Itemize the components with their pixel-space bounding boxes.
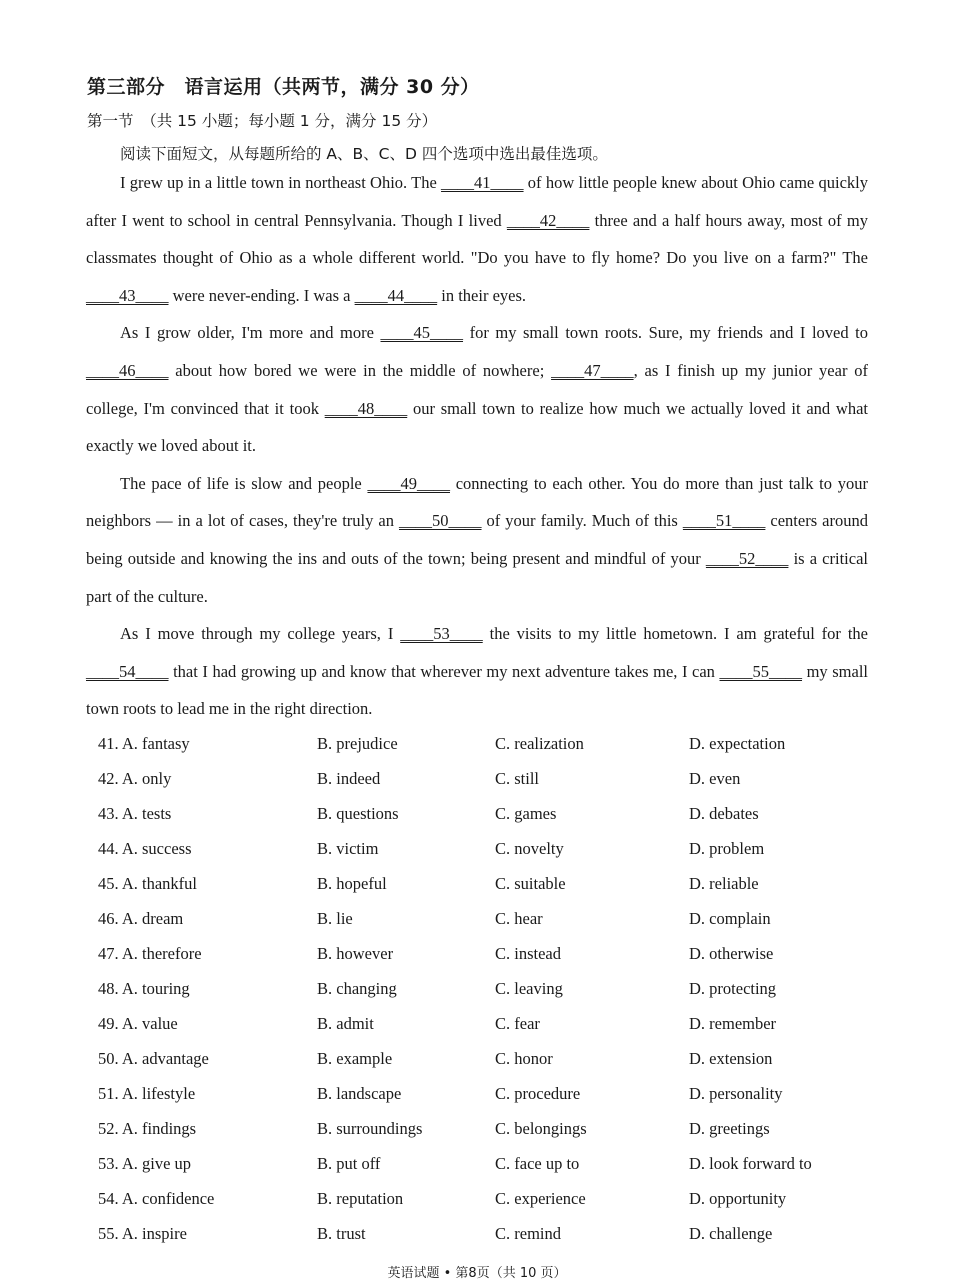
option-c: C. hear — [495, 909, 543, 928]
question-43-options — [98, 798, 898, 833]
question-45-options — [98, 868, 898, 903]
blank-51: ____51____ — [682, 511, 766, 531]
option-b: B. example — [317, 1049, 393, 1068]
option-a: 50. A. advantage — [98, 1049, 209, 1068]
option-a: 45. A. thankful — [98, 874, 197, 893]
option-d: D. remember — [689, 1014, 777, 1033]
option-b: B. prejudice — [317, 734, 398, 753]
option-b: B. reputation — [317, 1189, 404, 1208]
option-c: C. face up to — [495, 1154, 580, 1173]
option-b: B. put off — [317, 1154, 381, 1173]
blank-52: ____52____ — [705, 548, 789, 568]
option-b: B. however — [317, 944, 394, 963]
paragraph-2: As I grow older, I'm more and more ____45____ for my small town roots. Sure, my friends and I loved to ____46____ about how bored we were in the middle of nowhere; ____47____, as I finish up my junior year of college, I'm convinced that it took ____48____ our small town to realize how much we actually loved it and what exactly we loved about it. — [86, 323, 868, 456]
option-a: 41. A. fantasy — [98, 734, 190, 753]
option-a: 55. A. inspire — [98, 1224, 187, 1243]
answer-options — [98, 728, 898, 1253]
paragraph-3: The pace of life is slow and people ____49____ connecting to each other. You do more than just talk to your neighbors — in a lot of cases, they're truly an ____50____ of your family. Much of this ____51____ centers around being outside and knowing the ins and outs of the town; being present and mindful of your ____52____ is a critical part of the culture. — [86, 473, 868, 606]
question-47-options — [98, 938, 898, 973]
blank-47: ____47____ — [551, 360, 634, 380]
option-c: C. novelty — [495, 839, 564, 858]
paragraph-1: I grew up in a little town in northeast Ohio. The ____41____ of how little people knew about Ohio came quickly after I went to school in central Pennsylvania. Though I lived ____42____ three and a half hours away, most of my classmates thought of Ohio as a whole different world. "Do you have to fly home? Do you live on a farm?" The ____43____ were never-ending. I was a ____44____ in their eyes. — [86, 173, 868, 305]
blank-44: ____44____ — [354, 285, 438, 305]
option-b: B. changing — [317, 979, 397, 998]
question-52-options — [98, 1113, 898, 1148]
option-b: B. trust — [317, 1224, 366, 1243]
option-a: 42. A. only — [98, 769, 172, 788]
option-d: D. challenge — [689, 1224, 773, 1243]
cloze-passage — [86, 164, 868, 728]
option-c: C. procedure — [495, 1084, 581, 1103]
option-b: B. admit — [317, 1014, 374, 1033]
blank-54: ____54____ — [86, 661, 169, 681]
question-54-options — [98, 1183, 898, 1218]
blank-42: ____42____ — [506, 210, 590, 230]
option-a: 48. A. touring — [98, 979, 190, 998]
option-d: D. otherwise — [689, 944, 774, 963]
page-footer: 英语试题 • 第8页（共 10 页） — [387, 1266, 567, 1281]
option-a: 43. A. tests — [98, 804, 172, 823]
option-b: B. indeed — [317, 769, 381, 788]
option-d: D. even — [689, 769, 741, 788]
question-48-options — [98, 973, 898, 1008]
option-d: D. personality — [689, 1084, 783, 1103]
option-a: 44. A. success — [98, 839, 192, 858]
paragraph-4: As I move through my college years, I ____53____ the visits to my little hometown. I am grateful for the ____54____ that I had growing up and know that wherever my next adventure takes me, I can ____55____ my small town roots to lead me in the right direction. — [86, 624, 868, 719]
question-51-options — [98, 1078, 898, 1113]
blank-50: ____50____ — [399, 511, 482, 531]
question-55-options — [98, 1218, 898, 1253]
question-50-options — [98, 1043, 898, 1078]
option-b: B. lie — [317, 909, 353, 928]
question-49-options — [98, 1008, 898, 1043]
option-c: C. still — [495, 769, 540, 788]
option-a: 49. A. value — [98, 1014, 178, 1033]
question-53-options — [98, 1148, 898, 1183]
question-44-options — [98, 833, 898, 868]
section-title: 第一节 （共 15 小题；每小题 1 分，满分 15 分） — [87, 112, 438, 130]
option-d: D. extension — [689, 1049, 773, 1068]
blank-53: ____53____ — [400, 624, 483, 644]
blank-46: ____46____ — [86, 360, 169, 380]
option-b: B. landscape — [317, 1084, 402, 1103]
option-b: B. victim — [317, 839, 379, 858]
blank-45: ____45____ — [380, 323, 464, 343]
option-c: C. remind — [495, 1224, 561, 1243]
option-c: C. games — [495, 804, 557, 823]
option-b: B. surroundings — [317, 1119, 423, 1138]
option-d: D. expectation — [689, 734, 786, 753]
option-d: D. reliable — [689, 874, 759, 893]
option-a: 54. A. confidence — [98, 1189, 215, 1208]
question-42-options — [98, 763, 898, 798]
option-d: D. opportunity — [689, 1189, 787, 1208]
option-d: D. greetings — [689, 1119, 770, 1138]
option-c: C. experience — [495, 1189, 586, 1208]
blank-43: ____43____ — [86, 285, 169, 305]
question-46-options — [98, 903, 898, 938]
option-b: B. hopeful — [317, 874, 387, 893]
option-a: 53. A. give up — [98, 1154, 192, 1173]
option-d: D. debates — [689, 804, 759, 823]
option-c: C. suitable — [495, 874, 566, 893]
option-c: C. fear — [495, 1014, 540, 1033]
blank-41: ____41____ — [441, 173, 524, 192]
option-c: C. belongings — [495, 1119, 587, 1138]
question-41-options — [98, 728, 898, 763]
option-d: D. protecting — [689, 979, 777, 998]
option-a: 46. A. dream — [98, 909, 184, 928]
option-a: 47. A. therefore — [98, 944, 202, 963]
blank-48: ____48____ — [324, 398, 408, 418]
instruction-text: 阅读下面短文，从每题所给的 A、B、C、D 四个选项中选出最佳选项。 — [120, 145, 608, 163]
option-c: C. realization — [495, 734, 584, 753]
option-a: 52. A. findings — [98, 1119, 197, 1138]
part-title: 第三部分 语言运用（共两节，满分 30 分） — [87, 76, 480, 98]
blank-49: ____49____ — [367, 473, 450, 493]
option-b: B. questions — [317, 804, 399, 823]
option-c: C. leaving — [495, 979, 563, 998]
option-d: D. problem — [689, 839, 765, 858]
option-c: C. honor — [495, 1049, 553, 1068]
option-d: D. complain — [689, 909, 771, 928]
blank-55: ____55____ — [719, 661, 803, 681]
option-c: C. instead — [495, 944, 561, 963]
option-d: D. look forward to — [689, 1154, 812, 1173]
option-a: 51. A. lifestyle — [98, 1084, 196, 1103]
